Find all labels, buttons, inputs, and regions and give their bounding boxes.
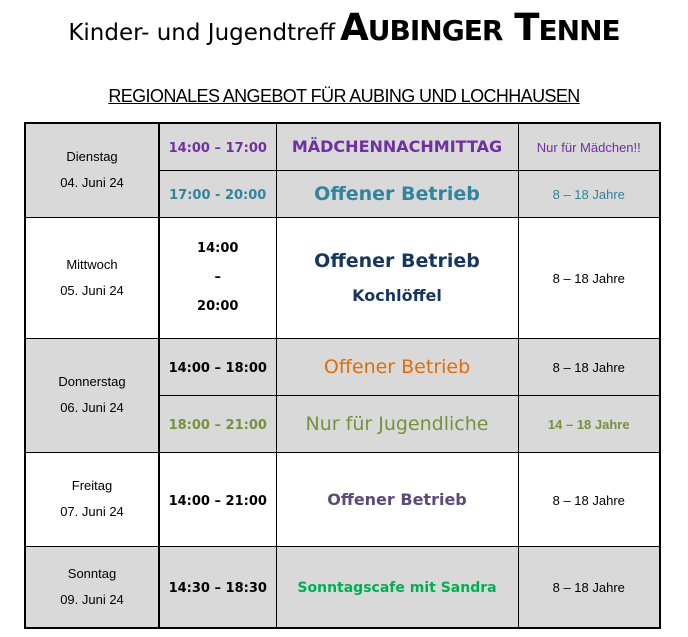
activity-label: Offener Betrieb xyxy=(314,182,480,205)
brand-part-a: A xyxy=(340,6,368,49)
time-label: 14:00 – 21:00 xyxy=(168,493,267,509)
table-row xyxy=(25,338,660,395)
time-separator: – xyxy=(214,270,221,285)
audience-label: 14 – 18 Jahre xyxy=(547,417,630,432)
audience-cell xyxy=(518,170,660,217)
date-label: 04. Juni 24 xyxy=(60,175,124,191)
audience-label: 8 – 18 Jahre xyxy=(552,187,625,202)
activity-label: Nur für Jugendliche xyxy=(305,412,489,435)
brand-part-d: ENNE xyxy=(538,14,620,47)
time-cell xyxy=(159,123,276,170)
time-label: 14:00 – 18:00 xyxy=(168,361,267,376)
day-label: Dienstag xyxy=(66,149,118,165)
day-label: Freitag xyxy=(71,478,113,493)
activity-label: Offener Betrieb xyxy=(314,250,480,272)
time-cell xyxy=(159,217,276,338)
page-title xyxy=(0,6,688,49)
date-label: 06. Juni 24 xyxy=(60,400,124,415)
table-row xyxy=(25,123,660,170)
brand-name xyxy=(340,6,620,49)
audience-cell xyxy=(518,452,660,546)
audience-cell xyxy=(518,338,660,395)
audience-label: 8 – 18 Jahre xyxy=(552,360,625,375)
table-row xyxy=(25,546,660,628)
audience-label: Nur für Mädchen!! xyxy=(536,140,641,156)
audience-cell xyxy=(518,217,660,338)
audience-label: 8 – 18 Jahre xyxy=(552,492,625,508)
activity-label: Offener Betrieb xyxy=(323,355,471,378)
audience-cell xyxy=(518,123,660,170)
day-cell-sunday xyxy=(25,546,159,628)
day-cell-wednesday xyxy=(25,217,159,338)
schedule-table xyxy=(24,122,661,629)
day-label: Mittwoch xyxy=(66,256,118,272)
audience-label: 8 – 18 Jahre xyxy=(552,580,625,596)
activity-cell xyxy=(276,395,518,452)
activity-cell xyxy=(276,546,518,628)
audience-label: 8 – 18 Jahre xyxy=(552,271,625,286)
date-label: 07. Juni 24 xyxy=(60,504,124,519)
time-label: 14:00 – 17:00 xyxy=(168,141,267,157)
brand-part-b: UBINGER xyxy=(367,14,503,47)
activity-cell xyxy=(276,123,518,170)
activity-cell xyxy=(276,217,518,338)
time-cell xyxy=(159,338,276,395)
activity-label: Sonntagscafe mit Sandra xyxy=(297,580,497,597)
page-subtitle: REGIONALES ANGEBOT FÜR AUBING UND LOCHHAUSEN xyxy=(108,86,580,106)
date-label: 09. Juni 24 xyxy=(60,591,124,607)
date-label: 05. Juni 24 xyxy=(60,282,124,298)
brand-part-c: T xyxy=(514,6,539,49)
activity-label: MÄDCHENNACHMITTAG xyxy=(291,137,503,157)
day-label: Donnerstag xyxy=(58,374,126,389)
activity-label: Offener Betrieb xyxy=(327,489,467,509)
table-row xyxy=(25,452,660,546)
audience-cell xyxy=(518,395,660,452)
time-cell xyxy=(159,170,276,217)
activity-cell xyxy=(276,452,518,546)
activity-sub-label: Kochlöffel xyxy=(352,286,442,305)
activity-cell xyxy=(276,170,518,217)
day-cell-friday xyxy=(25,452,159,546)
day-cell-tuesday xyxy=(25,123,159,217)
time-label: 18:00 – 21:00 xyxy=(168,418,267,433)
day-cell-thursday xyxy=(25,338,159,452)
time-start: 14:00 xyxy=(197,241,239,256)
day-label: Sonntag xyxy=(67,565,117,581)
table-row xyxy=(25,217,660,338)
audience-cell xyxy=(518,546,660,628)
time-cell xyxy=(159,546,276,628)
activity-cell xyxy=(276,338,518,395)
time-cell xyxy=(159,395,276,452)
time-cell xyxy=(159,452,276,546)
time-label: 14:30 – 18:30 xyxy=(168,581,267,597)
title-prefix: Kinder- und Jugendtreff xyxy=(68,20,336,46)
time-end: 20:00 xyxy=(197,299,239,314)
time-label: 17:00 - 20:00 xyxy=(169,188,267,203)
